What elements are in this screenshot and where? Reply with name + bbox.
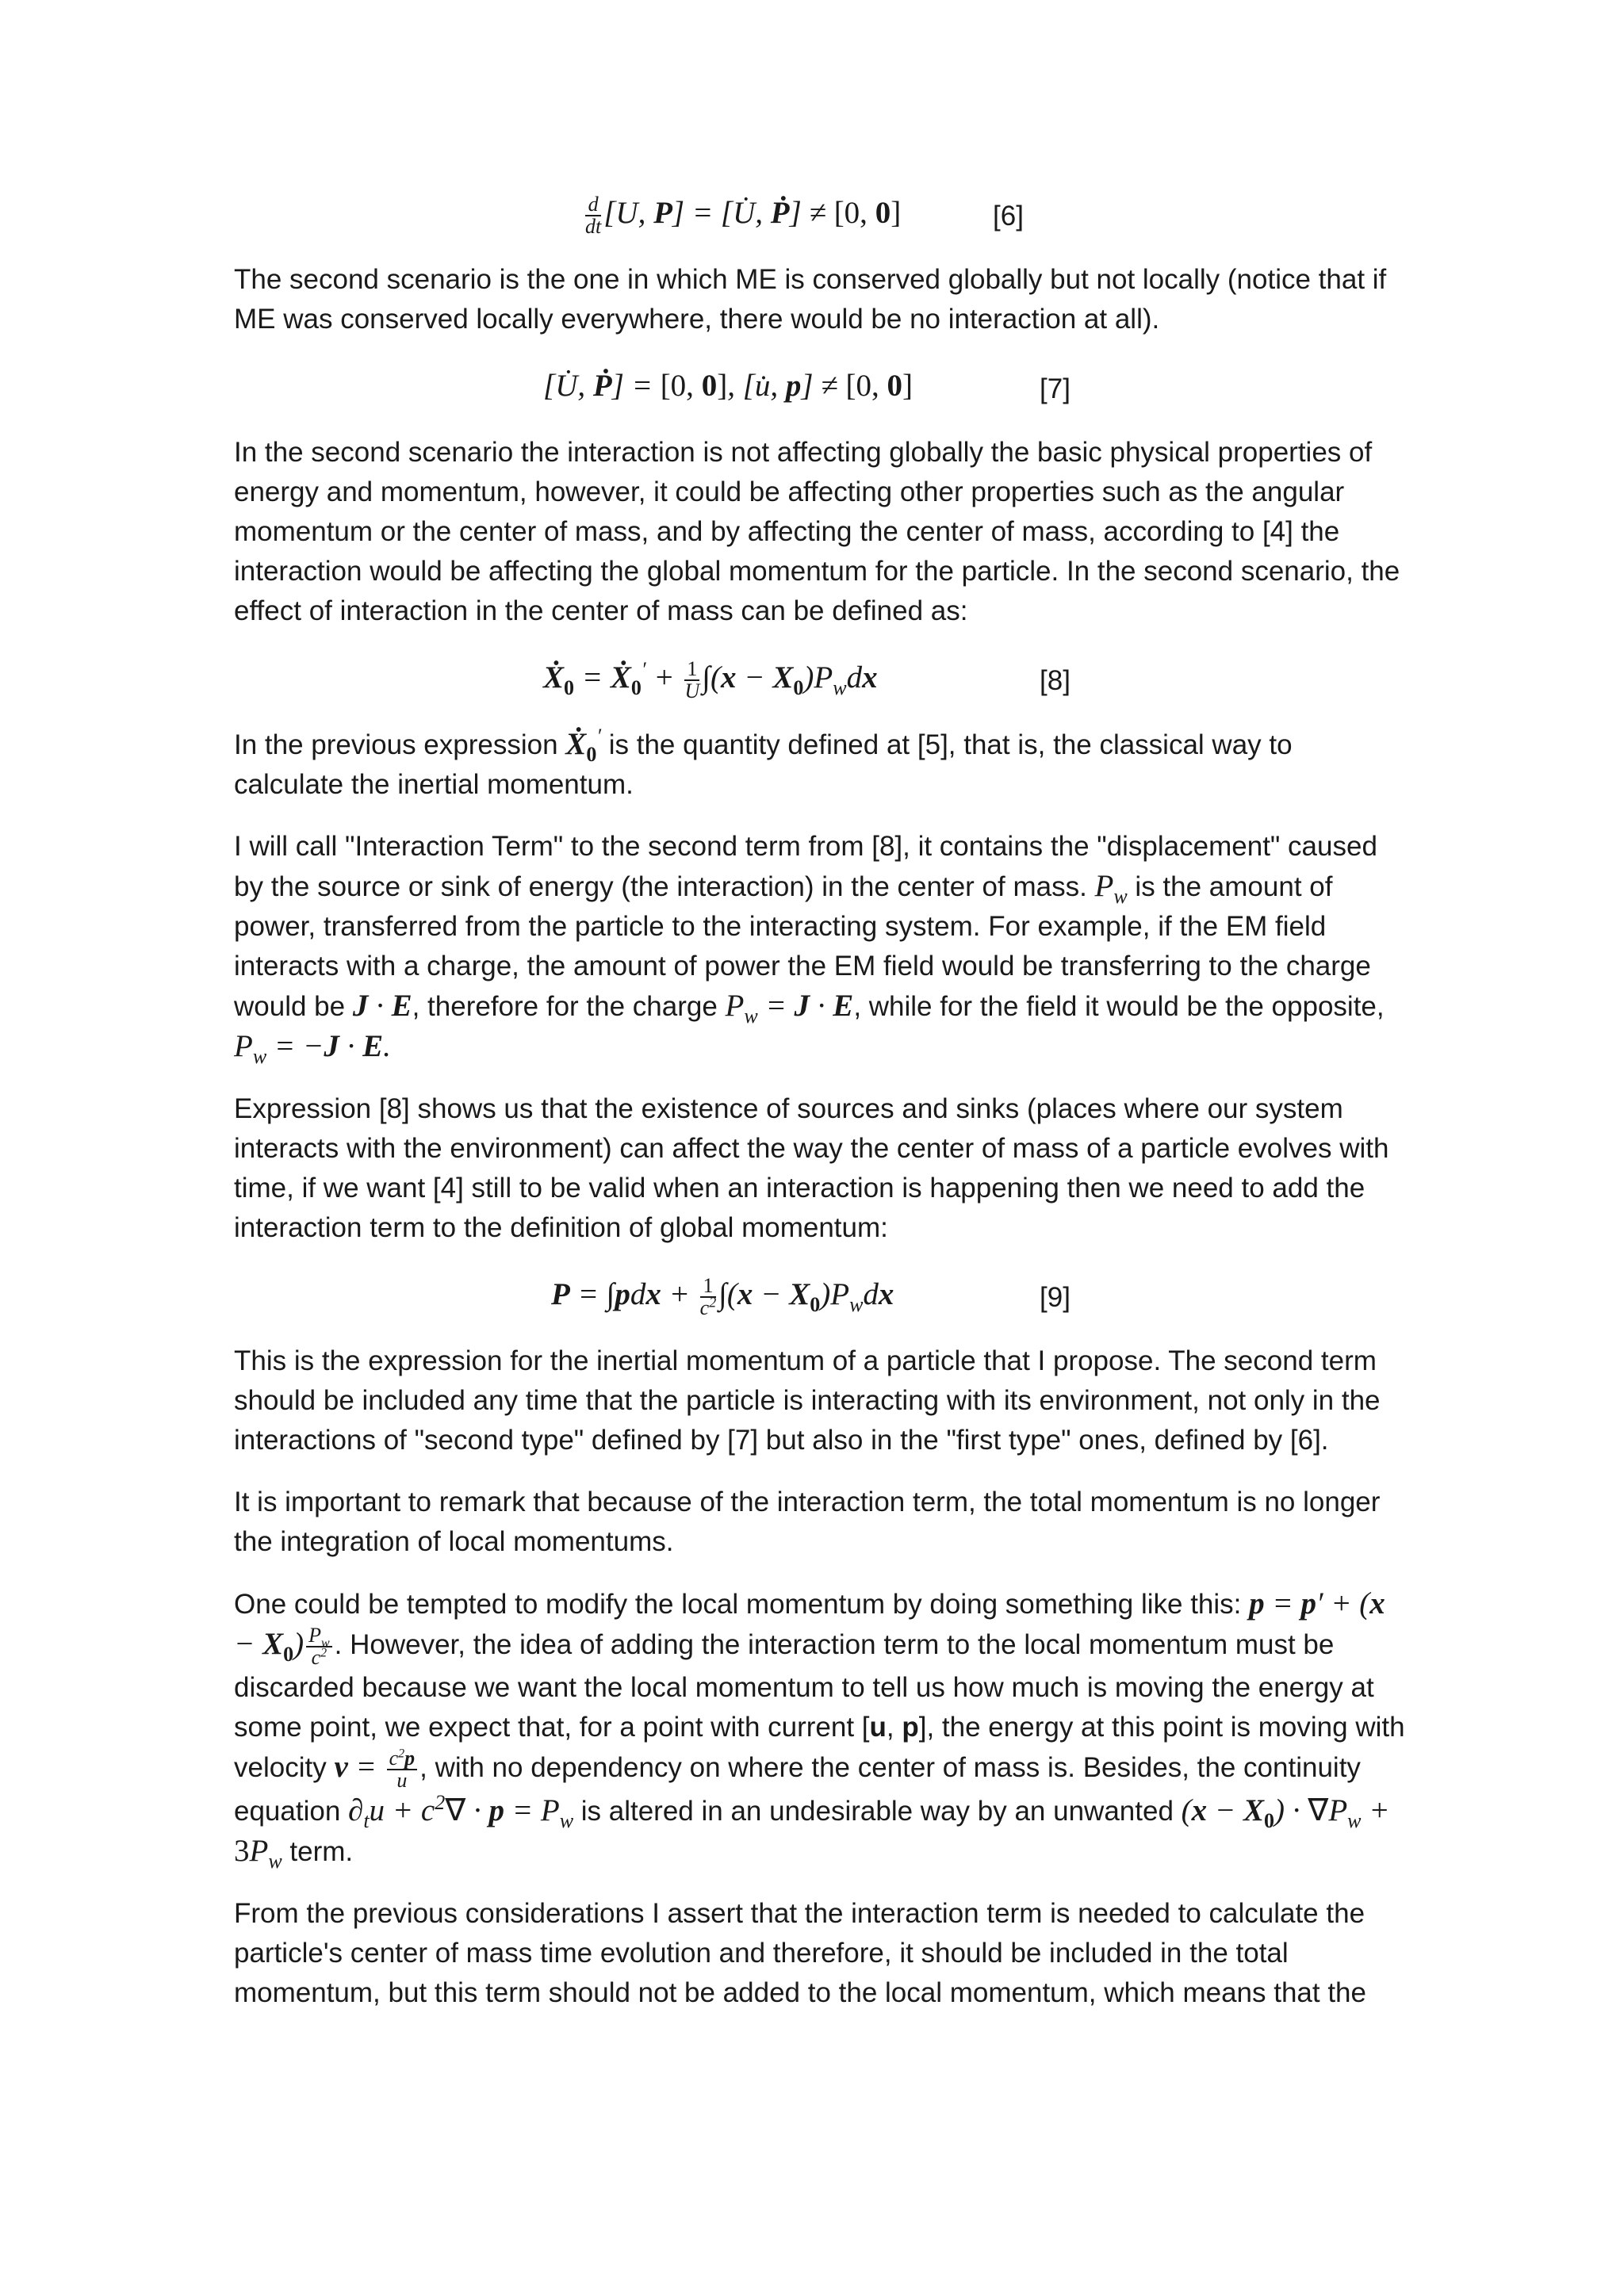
- paragraph-proposed-momentum: This is the expression for the inertial momentum of a particle that I propose. The second term should be included any time that the particle is interacting with its environment, not only in the interactions of "second type" defined by [7] but also in the "first type" ones, defined by [6].: [234, 1345, 1381, 1456]
- math-x0-prime-dot: $Ẋ_0'$: [565, 725, 601, 766]
- paragraph-classical-momentum: In the previous expression $Ẋ_0'$ is the quantity defined at [5], that is, the classical way to calculate the inertial momentum.: [234, 725, 1293, 800]
- math-local-momentum-mod: $p = p' + (x - X_0)$ $\frac{P_w}{c^2}$: [234, 1586, 1385, 1670]
- equation-6-number: [6]: [993, 201, 1024, 232]
- equation-6: [234, 189, 1408, 243]
- equation-9-number: [9]: [1040, 1282, 1071, 1313]
- equation-8-number: [8]: [1040, 665, 1071, 696]
- equation-8: [234, 653, 1408, 707]
- math-unwanted-term: $(x - X_0) \cdot \nabla P_w + 3P_w$: [234, 1793, 1390, 1873]
- math-pw-equals-minus-je: $P_w = -J \cdot E$.: [234, 1029, 391, 1068]
- math-continuity-equation: $\partial_tu + c^2\nabla \cdot p = P_w$: [348, 1791, 574, 1832]
- math-pw: $P_w$: [1094, 869, 1128, 908]
- document-page: [234, 189, 1408, 2035]
- paragraph-conclusion: From the previous considerations I assert that the interaction term is needed to calculate the particle's center of mass time evolution and therefore, it should be included in the total momentum, but this term should not be added to the local momentum, which means that the: [234, 1898, 1366, 2009]
- equation-7: [234, 362, 1408, 415]
- equation-6-formula: $\frac{d}{dt}$ [U, P] = [U̇, Ṗ] ≠ [0, 0]: [585, 193, 902, 239]
- math-pw-equals-je: $P_w = J \cdot E$: [725, 989, 854, 1027]
- equation-9: [234, 1270, 1408, 1324]
- equation-9-formula: P = ∫pdx + $\frac{1}{c^2}$ $\int(x - X_0)P_wdx$: [551, 1274, 894, 1320]
- equation-8-formula: $Ẋ_0$ = $Ẋ_0'$ + $\frac{1}{U}$ $\int(x - X_0)P_wdx$: [543, 657, 878, 703]
- paragraph-center-of-mass: In the second scenario the interaction is not affecting globally the basic physical properties of energy and momentum, however, it could be affecting other properties such as the angular momentum or the center of mass, and by affecting the center of mass, according to [4] the interaction would be affecting the global momentum for the particle. In the second scenario, the effect of interaction in the center of mass can be defined as:: [234, 437, 1400, 626]
- paragraph-scenario-two: The second scenario is the one in which ME is conserved globally but not locally (notice that if ME was conserved locally everywhere, there would be no interaction at all).: [234, 264, 1387, 335]
- equation-7-formula: [U̇, Ṗ] = [0, 0], [u̇, p] ≠ [0, 0]: [543, 369, 913, 403]
- math-j-dot-e: J · E: [352, 989, 412, 1023]
- paragraph-sources-and-sinks: Expression [8] shows us that the existence of sources and sinks (places where our system interacts with the environment) can affect the way the center of mass of a particle evolves with time, if we want [4] still to be valid when an interaction is happening then we need to add the interaction term to the definition of global momentum:: [234, 1093, 1389, 1243]
- paragraph-interaction-term: I will call "Interaction Term" to the second term from [8], it contains the "displacement" caused by the source or sink of energy (the interaction) in the center of mass. $P_w$ is the amount of power, transferred from the particle to the interacting system. For example, if the EM field interacts with a charge, the amount of power the EM field would be transferring to the charge would be J · E, therefore for the charge $P_w = J \cdot E$, while for the field it would be the opposite, $P_w = -J \cdot E$.: [234, 831, 1385, 1068]
- paragraph-local-momentum: One could be tempted to modify the local momentum by doing something like this: $p = p' + (x - X_0)$ $\frac{P_w}{c^2}$ . However, the idea of adding the interaction term to the local momentum must be discarded because we want the local momentum to tell us how much is moving the energy at some point, we expect that, for a point with current [u, p], the energy at this point is moving with velocity v = $\frac{c^2p}{u}$ , with no dependency on where the center of mass is. Besides, the continuity equation $\partial_tu + c^2\nabla \cdot p = P_w$ is altered in an undesirable way by an unwanted $(x - X_0) \cdot \nabla P_w + 3P_w$ term.: [234, 1586, 1405, 1873]
- math-current-up: u, p: [869, 1712, 919, 1743]
- paragraph-remark: It is important to remark that because of the interaction term, the total momentum is no longer the integration of local momentums.: [234, 1487, 1381, 1557]
- equation-7-number: [7]: [1040, 373, 1071, 404]
- math-velocity: v = $\frac{c^2p}{u}$: [334, 1750, 419, 1784]
